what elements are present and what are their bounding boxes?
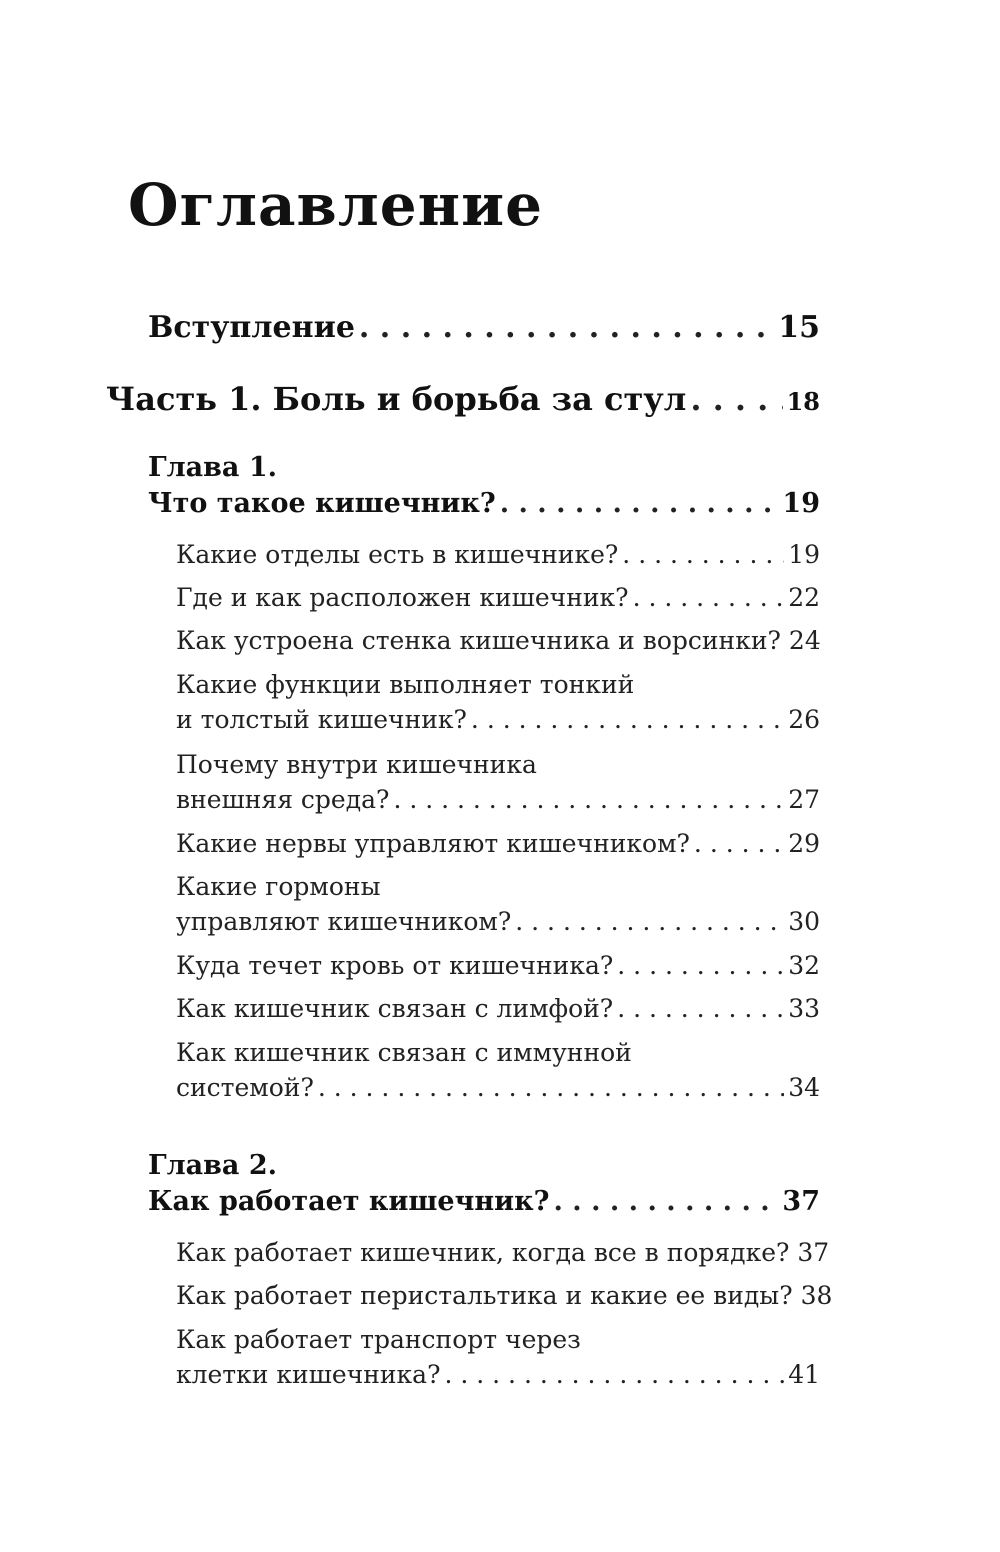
toc-subentry-label: внешняя среда? xyxy=(176,785,390,814)
toc-subentry-label: Как устроена стенка кишечника и ворсинки? xyxy=(176,626,781,655)
toc-subentry-page: 29 xyxy=(788,829,820,858)
toc-entry-label: Что такое кишечник? xyxy=(148,488,496,519)
dot-leader xyxy=(553,1186,778,1217)
toc-subentry-label: Какие нервы управляют кишечником? xyxy=(176,829,690,858)
dot-leader xyxy=(617,951,784,980)
toc-subentry-line1: Как работает транспорт через xyxy=(176,1325,581,1354)
toc-subentry-label: клетки кишечника? xyxy=(176,1360,441,1389)
toc-subentry-page: 24 xyxy=(788,626,821,655)
toc-subentry-label: Какие отделы есть в кишечнике? xyxy=(176,540,619,569)
dot-leader xyxy=(515,907,784,936)
toc-entry-page: 37 xyxy=(782,1186,820,1217)
toc-subentry-page: 33 xyxy=(788,994,820,1023)
chapter-2-heading: Глава 2. xyxy=(148,1150,278,1181)
toc-entry-page: 19 xyxy=(782,488,820,519)
toc-subentry-label: Как работает кишечник, когда все в порядке? xyxy=(176,1238,790,1267)
toc-subentry[interactable] xyxy=(176,540,820,569)
toc-subentry-label: Как работает перистальтика и какие ее виды? xyxy=(176,1281,793,1310)
dot-leader xyxy=(694,829,784,858)
toc-subentry-page: 19 xyxy=(788,540,820,569)
toc-subentry-line1: Почему внутри кишечника xyxy=(176,750,537,779)
toc-subentry-page: 41 xyxy=(788,1360,820,1389)
toc-subentry-page: 30 xyxy=(788,907,820,936)
toc-subentry-label: Где и как расположен кишечник? xyxy=(176,583,629,612)
toc-subentry-page: 32 xyxy=(788,951,820,980)
toc-subentry[interactable] xyxy=(176,994,820,1023)
toc-subentry[interactable] xyxy=(176,583,820,612)
page-title: Оглавление xyxy=(128,171,544,239)
toc-entry-chapter-1[interactable] xyxy=(148,488,820,519)
toc-subentry-page: 38 xyxy=(800,1281,833,1310)
toc-subentry-label: управляют кишечником? xyxy=(176,907,512,936)
dot-leader xyxy=(318,1073,784,1102)
toc-subentry[interactable] xyxy=(176,951,820,980)
toc-entry-label: Часть 1. Боль и борьба за стул xyxy=(106,380,687,418)
chapter-1-heading: Глава 1. xyxy=(148,452,278,483)
toc-subentry-page: 34 xyxy=(788,1073,820,1102)
toc-entry-label: Как работает кишечник? xyxy=(148,1186,550,1217)
toc-entry-label: Вступление xyxy=(148,310,355,345)
toc-subentry-page: 37 xyxy=(797,1238,830,1267)
toc-subentry-line1: Какие гормоны xyxy=(176,872,381,901)
toc-subentry[interactable] xyxy=(176,1360,820,1389)
dot-leader xyxy=(359,310,774,345)
dot-leader xyxy=(500,488,779,519)
dot-leader xyxy=(622,540,784,569)
dot-leader xyxy=(617,994,784,1023)
toc-subentry[interactable] xyxy=(176,1281,833,1310)
toc-subentry-page: 26 xyxy=(788,705,820,734)
toc-subentry[interactable] xyxy=(176,785,820,814)
toc-subentry[interactable] xyxy=(176,705,820,734)
toc-subentry[interactable] xyxy=(176,626,820,655)
toc-subentry-label: Как кишечник связан с лимфой? xyxy=(176,994,614,1023)
toc-entry-intro[interactable] xyxy=(148,310,820,345)
toc-subentry-label: Куда течет кровь от кишечника? xyxy=(176,951,614,980)
dot-leader xyxy=(393,785,784,814)
toc-subentry[interactable] xyxy=(176,907,820,936)
toc-entry-page: 18 xyxy=(786,387,820,416)
toc-subentry-label: системой? xyxy=(176,1073,314,1102)
toc-subentry-page: 27 xyxy=(788,785,820,814)
toc-entry-page: 15 xyxy=(778,310,820,345)
toc-subentry[interactable] xyxy=(176,829,820,858)
dot-leader xyxy=(633,583,785,612)
toc-entry-chapter-2[interactable] xyxy=(148,1186,820,1217)
dot-leader xyxy=(444,1360,784,1389)
toc-entry-part-1[interactable] xyxy=(106,380,820,418)
toc-subentry-line1: Как кишечник связан с иммунной xyxy=(176,1038,632,1067)
toc-subentry-page: 22 xyxy=(788,583,820,612)
toc-subentry[interactable] xyxy=(176,1238,830,1267)
toc-subentry[interactable] xyxy=(176,1073,820,1102)
toc-subentry-line1: Какие функции выполняет тонкий xyxy=(176,670,635,699)
toc-subentry-label: и толстый кишечник? xyxy=(176,705,467,734)
dot-leader xyxy=(471,705,784,734)
dot-leader xyxy=(690,380,782,418)
